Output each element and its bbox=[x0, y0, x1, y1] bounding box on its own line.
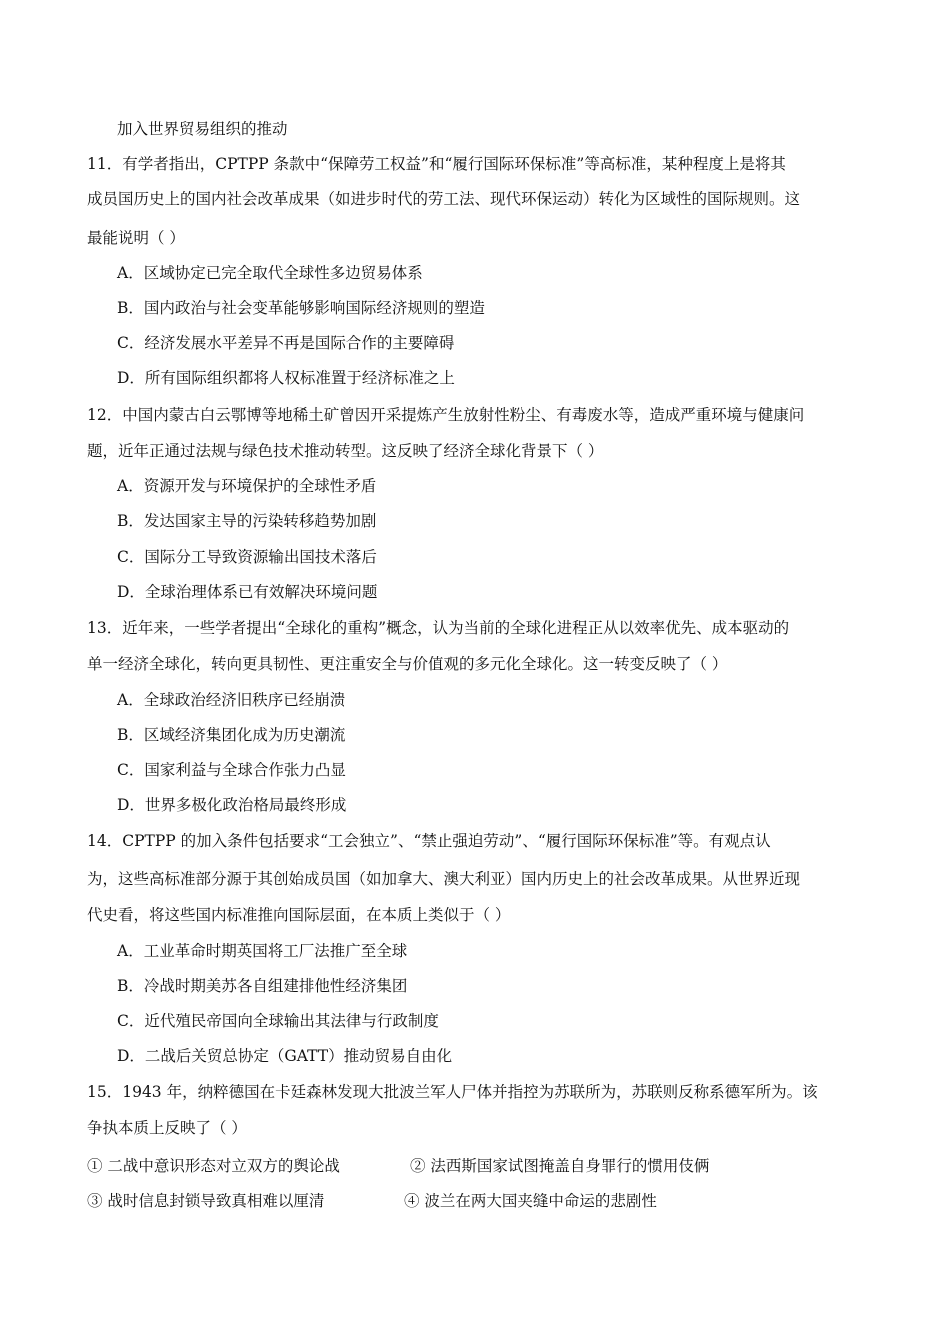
option-c[interactable]: C．国家利益与全球合作张力凸显 bbox=[117, 761, 346, 779]
option-b[interactable]: B．发达国家主导的污染转移趋势加剧 bbox=[117, 512, 377, 530]
option-a[interactable]: A．区域协定已完全取代全球性多边贸易体系 bbox=[117, 264, 423, 282]
question-stem-line: 题，近年正通过法规与绿色技术推动转型。这反映了经济全球化背景下（ ） bbox=[87, 442, 604, 460]
option-d[interactable]: D．全球治理体系已有效解决环境问题 bbox=[117, 583, 378, 601]
question-stem-line: 争执本质上反映了（ ） bbox=[87, 1119, 247, 1137]
statement-4: ④ 波兰在两大国夹缝中命运的悲剧性 bbox=[404, 1192, 657, 1210]
option-c[interactable]: C．近代殖民帝国向全球输出其法律与行政制度 bbox=[117, 1012, 439, 1030]
option-b[interactable]: B．国内政治与社会变革能够影响国际经济规则的塑造 bbox=[117, 299, 485, 317]
option-a[interactable]: A．全球政治经济旧秩序已经崩溃 bbox=[117, 691, 346, 709]
statement-1: ① 二战中意识形态对立双方的舆论战 bbox=[87, 1157, 340, 1175]
question-stem-line: 为，这些高标准部分源于其创始成员国（如加拿大、澳大利亚）国内历史上的社会改革成果。从世界近现 bbox=[87, 870, 801, 888]
option-c[interactable]: C．国际分工导致资源输出国技术落后 bbox=[117, 548, 377, 566]
option-a[interactable]: A．工业革命时期英国将工厂法推广至全球 bbox=[117, 942, 408, 960]
question-stem-line: 单一经济全球化，转向更具韧性、更注重安全与价值观的多元化全球化。这一转变反映了（ ） bbox=[87, 655, 728, 673]
statement-3: ③ 战时信息封锁导致真相难以厘清 bbox=[87, 1192, 325, 1210]
statement-2: ② 法西斯国家试图掩盖自身罪行的惯用伎俩 bbox=[410, 1157, 710, 1175]
question-stem-line: 成员国历史上的国内社会改革成果（如进步时代的劳工法、现代环保运动）转化为区域性的国际规则。这 bbox=[87, 190, 801, 208]
question-stem-line: 14．CPTPP 的加入条件包括要求“工会独立”、“禁止强迫劳动”、“履行国际环保标准”等。有观点认 bbox=[87, 832, 771, 850]
question-stem-line: 12．中国内蒙古白云鄂博等地稀土矿曾因开采提炼产生放射性粉尘、有毒废水等，造成严重环境与健康问 bbox=[87, 406, 805, 424]
option-b[interactable]: B．冷战时期美苏各自组建排他性经济集团 bbox=[117, 977, 408, 995]
question-stem-line: 最能说明（ ） bbox=[87, 229, 185, 247]
question-stem-line: 代史看，将这些国内标准推向国际层面，在本质上类似于（ ） bbox=[87, 906, 511, 924]
option-c[interactable]: C．经济发展水平差异不再是国际合作的主要障碍 bbox=[117, 334, 455, 352]
option-b[interactable]: B．区域经济集团化成为历史潮流 bbox=[117, 726, 346, 744]
option-d[interactable]: D．所有国际组织都将人权标准置于经济标准之上 bbox=[117, 369, 455, 387]
option-d[interactable]: D．二战后关贸总协定（GATT）推动贸易自由化 bbox=[117, 1047, 453, 1065]
option-d[interactable]: D．世界多极化政治格局最终形成 bbox=[117, 796, 347, 814]
option-a[interactable]: A．资源开发与环境保护的全球性矛盾 bbox=[117, 477, 377, 495]
continuation-line: 加入世界贸易组织的推动 bbox=[117, 120, 288, 138]
question-stem-line: 13．近年来，一些学者提出“全球化的重构”概念，认为当前的全球化进程正从以效率优先、成本驱动的 bbox=[87, 619, 790, 637]
question-stem-line: 11．有学者指出，CPTPP 条款中“保障劳工权益”和“履行国际环保标准”等高标准，某种程度上是将其 bbox=[87, 155, 786, 173]
question-stem-line: 15．1943 年，纳粹德国在卡廷森林发现大批波兰军人尸体并指控为苏联所为，苏联则反称系德军所为。该 bbox=[87, 1083, 818, 1101]
